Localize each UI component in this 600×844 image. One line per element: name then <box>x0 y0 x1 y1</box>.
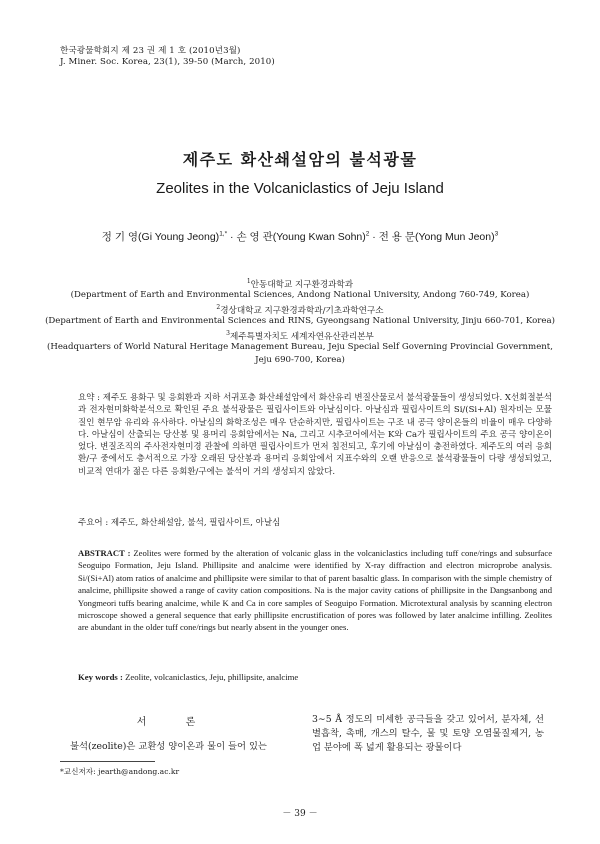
keywords-label: Key words : <box>78 672 123 682</box>
title-english: Zeolites in the Volcaniclastics of Jeju Island <box>156 180 444 197</box>
affiliation-1-sup: 1 <box>246 278 251 285</box>
affiliation-3-sup: 3 <box>226 330 230 337</box>
section-title-introduction: 서 론 <box>136 717 214 728</box>
affiliation-1-ko: $^1$안동대학교 지구환경과학과 <box>246 278 354 290</box>
affiliation-3-en-line2: Jeju 690-700, Korea) <box>255 355 345 365</box>
affiliation-2-sup: 2 <box>216 304 221 311</box>
page-number: － 39 － <box>282 809 318 819</box>
footnote-divider <box>60 761 155 762</box>
keywords-korean: 주요어 : 제주도, 화산쇄설암, 불석, 필립사이트, 아날심 <box>78 518 281 528</box>
intro-text-right: 3∼5 Å 정도의 미세한 공극들을 갖고 있어서, 분자체, 선별흡착, 촉매, 개스의 탈수, 물 및 토양 오염물질제거, 농업 분야에 폭 넓게 활용되는 광물이다 <box>312 714 544 753</box>
affiliation-3-ko: $^3$제주특별자치도 세계자연유산관리본부 <box>226 330 374 342</box>
author-2-sup: 2 <box>365 230 370 238</box>
abstract-label: ABSTRACT : <box>78 548 131 558</box>
author-1-sup: 1,* <box>219 230 228 238</box>
journal-line-en: J. Miner. Soc. Korea, 23(1), 39-50 (March, 2010) <box>60 57 275 67</box>
author-list: 정 기 영(Gi Young Jeong)$^{1,*}$ · 손 영 관(Young Kwan Sohn)$^2$ · 전 용 문(Yong Mun Jeon)$^3$ <box>101 230 499 243</box>
author-3-sup: 3 <box>494 230 499 238</box>
author-2-name: 손 영 관(Young Kwan Sohn) <box>236 231 366 243</box>
keywords-english <box>78 672 298 682</box>
intro-text-left: 불석(zeolite)은 교환성 양이온과 물이 들어 있는 <box>70 741 267 752</box>
author-1-name: 정 기 영(Gi Young Jeong) <box>101 231 220 243</box>
abstract-english <box>78 547 552 634</box>
title-korean: 제주도 화산쇄설암의 불석광물 <box>182 150 418 169</box>
affiliation-1-en: (Department of Earth and Environmental Sciences, Andong National University, Andong 760-749, Korea) <box>70 290 530 300</box>
affiliation-2-ko: $^2$경상대학교 지구환경과학과/기초과학연구소 <box>216 304 384 316</box>
abstract-english-text: Zeolites were formed by the alteration of volcanic glass in the volcaniclastics including tuff cone/rings and subsurface Seoguipo Formation, Jeju Island. Phillipsite and analcime were identified by X-ray diffraction and electron microprobe analysis. Si/(Si+Al) atom ratios of analcime and phillipsite were similar to that of parent basaltic glass. In comparison with the simple chemistry of analcime, phillipsite showed a range of cavity cation compositions. Na is the major cavity cations of phillipsite in the Dangsanbong and Yongmeori tuffs bearing analcime, while K and Ca in core samples of Seoguipo Formation. Microtextural analysis by scanning electron microscope showed a general sequence that early phillipsite encrustification of pores was followed by later analcime infilling. Zeolites are abundant in the older tuff cone/rings but nearly absent in the younger ones. <box>78 548 553 633</box>
journal-line-ko: 한국광물학회지 제 23 권 제 1 호 (2010년3월) <box>60 46 241 56</box>
keywords-english-text: Zeolite, volcaniclastics, Jeju, phillipsite, analcime <box>122 672 299 682</box>
author-3-name: 전 용 문(Yong Mun Jeon) <box>378 231 495 243</box>
corresponding-author-footnote: *교신저자: jearth@andong.ac.kr <box>60 767 180 776</box>
abstract-korean: 요약 : 제주도 용화구 및 응회환과 지하 서귀포층 화산쇄설암에서 화산유리 변질산물로서 불석광물들이 생성되었다. X선회절분석과 전자현미화학분석으로 확인된 주요 불석광물은 필립사이트와 아날심이다. 아날심과 필립사이트의 Si/(Si+Al) 원자비는 모물질인 현무암 유리와 유사하다. 아날심의 화학조성은 매우 단순하지만, 필립사이트는 구조 내 공극 양이온들의 비율이 매우 다양하다. 아날심이 산출되는 당산봉 및 용머리 응회암에서는 Na, 그리고 시추코어에서는 K와 Ca가 필립사이트의 주요 공극 양이온이었다. 변질조직의 주사전자현미경 관찰에 의하면 필립사이트가 먼저 침전되고, 후기에 아날심이 충전하였다. 제주도의 여러 응회환/구 중에서도 층서적으로 가장 오래된 당산봉과 용머리 응회암에서 지표수와의 오랜 반응으로 불석광물들이 다량 생성되었고, 비교적 연대가 젊은 다른 응회환/구에는 불석이 거의 생성되지 않았다. <box>78 393 552 477</box>
affiliation-3-en-line1: (Headquarters of World Natural Heritage Management Bureau, Jeju Special Self Governing Provincial Government, <box>47 342 553 352</box>
affiliation-2-en: (Department of Earth and Environmental Sciences and RINS, Gyeongsang National University, Jinju 660-701, Korea) <box>45 316 555 326</box>
